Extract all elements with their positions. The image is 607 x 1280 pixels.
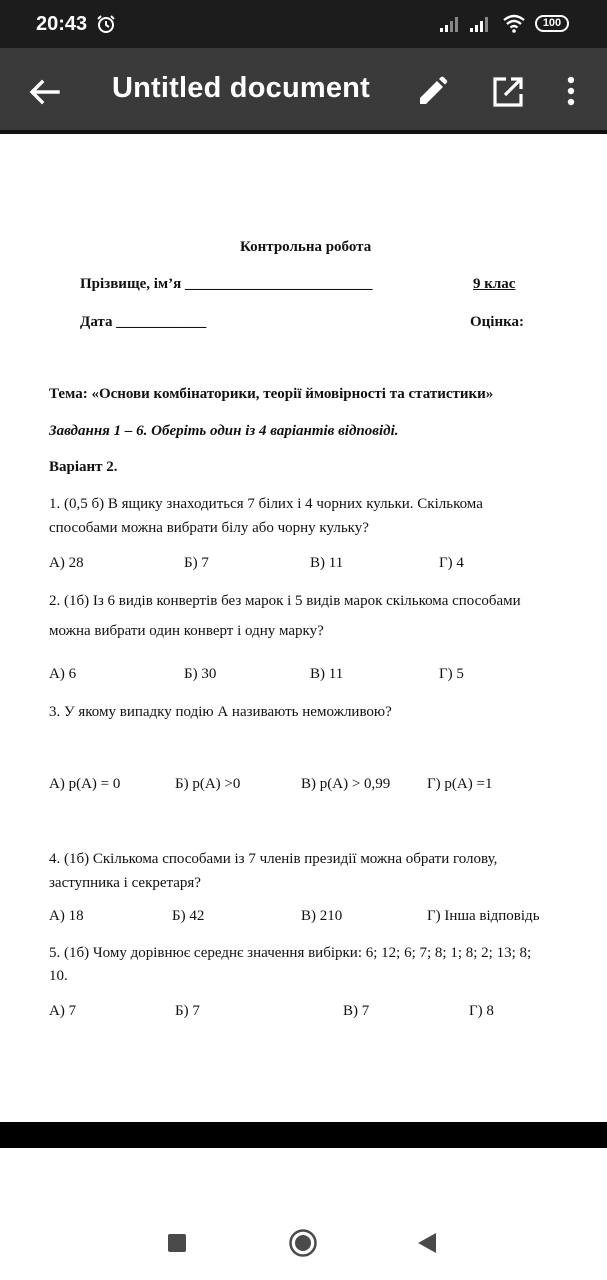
- signal-icon: [440, 16, 464, 32]
- question-5-option-b: Б) 7: [175, 1003, 200, 1019]
- alarm-icon: [96, 14, 116, 34]
- question-5-option-c: В) 7: [343, 1003, 370, 1019]
- question-1-text: способами можна вибрати білу або чорну кульку?: [49, 520, 369, 536]
- document-title: Untitled document: [112, 72, 370, 104]
- page-bottom-bar: [0, 1122, 607, 1148]
- document-page: [0, 134, 607, 1122]
- question-4-text: заступника і секретаря?: [49, 875, 201, 891]
- back-arrow-icon[interactable]: [24, 72, 64, 112]
- question-3-option-c: В) p(A) > 0,99: [301, 776, 391, 792]
- question-4-text: 4. (1б) Скількома способами із 7 членів президії можна обрати голову,: [49, 851, 498, 867]
- more-vert-icon[interactable]: [556, 74, 586, 110]
- question-5-option-d: Г) 8: [469, 1003, 494, 1019]
- question-3-option-d: Г) p(A) =1: [427, 776, 493, 792]
- app-toolbar: [0, 48, 607, 134]
- question-2-text: можна вибрати один конверт і одну марку?: [49, 623, 324, 639]
- question-4-option-b: Б) 42: [172, 908, 205, 924]
- question-1-option-a: А) 28: [49, 555, 84, 571]
- question-2-option-a: А) 6: [49, 666, 77, 682]
- question-5-text: 10.: [49, 968, 68, 984]
- document-heading: Контрольна робота: [240, 239, 372, 255]
- back-icon[interactable]: [416, 1232, 438, 1254]
- question-2-option-b: Б) 30: [184, 666, 217, 682]
- pencil-icon[interactable]: [414, 74, 450, 110]
- question-1-text: 1. (0,5 б) В ящику знаходиться 7 білих і 4 чорних кульки. Скількома: [49, 496, 483, 512]
- name-field-label: Прізвище, ім’я _________________________: [80, 276, 373, 292]
- question-1-option-d: Г) 4: [439, 555, 464, 571]
- recents-icon[interactable]: [168, 1234, 186, 1252]
- date-field-label: Дата ____________: [80, 314, 207, 330]
- status-time: 20:43: [36, 13, 88, 35]
- question-2-option-c: В) 11: [310, 666, 344, 682]
- question-3-option-b: Б) p(A) >0: [175, 776, 241, 792]
- question-1-option-b: Б) 7: [184, 555, 209, 571]
- signal-icon: [470, 16, 494, 32]
- question-4-option-d: Г) Інша відповідь: [427, 908, 540, 924]
- question-1-option-c: В) 11: [310, 555, 344, 571]
- topic-line: Тема: «Основи комбінаторики, теорії ймовірності та статистики»: [49, 386, 494, 402]
- status-bar: [0, 0, 607, 48]
- battery-icon: 100: [535, 15, 569, 32]
- question-4-option-a: А) 18: [49, 908, 84, 924]
- question-5-option-a: А) 7: [49, 1003, 77, 1019]
- question-4-option-c: В) 210: [301, 908, 343, 924]
- question-5-text: 5. (1б) Чому дорівнює середнє значення вибірки: 6; 12; 6; 7; 8; 1; 8; 2; 13; 8;: [49, 945, 532, 961]
- question-3-option-a: А) p(A) = 0: [49, 776, 121, 792]
- question-2-text: 2. (1б) Із 6 видів конвертів без марок і 5 видів марок скількома способами: [49, 593, 521, 609]
- home-icon[interactable]: [288, 1228, 318, 1258]
- grade-label: 9 клас: [473, 276, 516, 292]
- question-2-option-d: Г) 5: [439, 666, 464, 682]
- question-3-text: 3. У якому випадку подію А називають неможливою?: [49, 704, 392, 720]
- task-instruction: Завдання 1 – 6. Оберіть один із 4 варіантів відповіді.: [49, 423, 399, 439]
- variant-label: Варіант 2.: [49, 459, 118, 475]
- open-external-icon[interactable]: [490, 74, 526, 110]
- wifi-icon: [502, 13, 526, 33]
- system-nav-bar: [0, 1148, 607, 1280]
- score-label: Оцінка:: [470, 314, 525, 330]
